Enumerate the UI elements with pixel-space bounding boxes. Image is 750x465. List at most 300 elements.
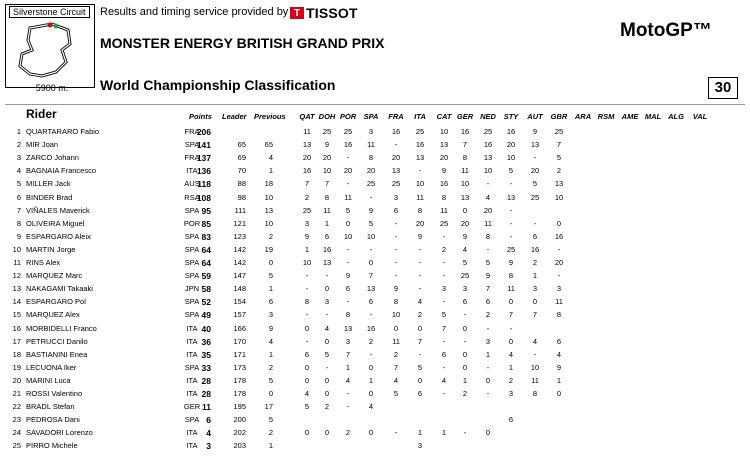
race-result-por: 8 [345,310,351,320]
race-result-doh: 3 [324,297,330,307]
race-result-ger: 10 [460,179,470,189]
table-row [0,297,750,308]
race-result-ger: 6 [462,297,468,307]
race-result-gbr: 5 [556,153,562,163]
race-result-ger: 4 [462,244,468,254]
race-result-por: - [346,389,350,398]
race-result-fra: 3 [393,192,399,202]
race-result-sty: 5 [508,166,514,176]
race-result-fra: - [394,140,398,150]
race-result-doh: 9 [324,140,330,150]
race-result-ita: 11 [416,192,424,202]
race-result-sty: 1 [508,362,514,372]
race-result-spa: - [369,349,373,359]
race-result-ned: 2 [485,310,491,320]
race-result-gbr: 11 [555,297,563,307]
rider-points: 28 [201,375,211,386]
column-header-race-aut: AUT [527,112,543,121]
race-result-gbr: 1 [556,375,562,385]
rider-nation: ITA [186,428,198,438]
race-result-ita: 6 [417,389,423,398]
race-result-ger: 7 [462,140,468,150]
race-result-sty: 9 [508,258,514,267]
race-result-qat: 5 [304,402,310,412]
race-result-ita: - [418,284,422,294]
race-result-qat: 25 [302,205,312,215]
race-result-fra: 9 [393,284,399,294]
race-result-sty: 20 [506,140,516,150]
rider-points: 33 [201,362,211,373]
gap-to-previous: 65 [264,140,273,150]
race-result-gbr: 13 [554,179,564,189]
gap-to-previous: 4 [268,336,273,346]
race-result-spa: 9 [368,205,374,215]
gap-to-previous: 1 [268,349,273,359]
race-result-ned: 5 [485,258,491,267]
rider-points: 206 [196,127,211,137]
rider-points: 40 [201,323,211,334]
gap-to-previous: 17 [264,402,273,412]
race-result-spa: 10 [366,231,376,241]
column-header-race-sty: STY [503,112,519,121]
race-result-ita: - [418,166,422,176]
race-result-aut: 9 [532,127,538,136]
race-result-sty: - [509,323,513,333]
race-result-spa: 6 [368,297,374,307]
gap-to-leader: 154 [233,297,246,307]
rider-points: 83 [201,231,211,242]
race-result-sty: 4 [508,349,514,359]
race-result-doh: 11 [323,205,331,215]
table-row [0,166,750,177]
gap-to-leader: 178 [233,389,246,398]
rider-points: 3 [206,441,211,452]
table-row [0,245,750,256]
race-result-por: - [346,153,350,163]
race-result-ger: 8 [462,153,468,163]
race-result-sty: 0 [508,336,514,346]
column-header-race-doh: DOH [318,112,336,121]
race-result-ger: - [463,310,467,320]
race-result-gbr: 20 [554,258,564,267]
race-result-doh: 20 [322,153,332,163]
race-result-ger: 2 [462,389,468,398]
rider-position: 16 [12,323,21,333]
gap-to-previous: 5 [268,415,273,425]
race-result-fra: 7 [393,362,399,372]
race-result-ita: 7 [417,336,423,346]
rider-name: MARQUEZ Alex [26,310,80,320]
race-result-qat: 7 [304,179,310,189]
rider-nation: ITA [186,349,198,359]
race-result-doh: 25 [322,127,332,136]
race-result-doh: 0 [324,336,330,346]
rider-name: MARQUEZ Marc [26,271,83,281]
race-result-cat: 20 [439,153,449,163]
race-result-por: 3 [345,336,351,346]
rider-nation: ITA [186,336,198,346]
table-row [0,363,750,374]
column-header-race-gbr: GBR [550,112,568,121]
rider-points: 49 [201,310,211,321]
race-result-cat: 9 [441,166,447,176]
race-result-cat: 6 [441,349,447,359]
race-result-ned: 10 [483,166,493,176]
race-result-ned: - [486,323,490,333]
race-result-cat: - [442,389,446,398]
race-result-gbr: - [557,271,561,281]
rider-nation: JPN [184,284,200,294]
race-result-ita: 5 [417,362,423,372]
rider-name: PIRRO Michele [26,441,78,451]
rider-name: LECUONA Iker [26,362,77,372]
race-result-ita: 9 [417,231,423,241]
race-result-fra: 20 [391,153,401,163]
gap-to-previous: 2 [268,231,273,241]
gap-to-previous: 0 [268,258,273,267]
race-result-cat: 7 [441,323,447,333]
rider-points: 141 [196,140,211,151]
race-result-ger: 13 [460,192,470,202]
race-result-spa: 11 [367,140,375,150]
gap-to-previous: 18 [264,179,273,189]
column-header-rider: Rider [26,107,57,121]
round-number-badge: 30 [708,77,738,99]
race-result-aut: 1 [532,271,538,281]
gap-to-leader: 173 [233,362,246,372]
gap-to-previous: 10 [264,192,273,202]
race-result-qat: 2 [304,192,310,202]
race-result-doh: 0 [324,284,330,294]
motogp-logo: MotoGP™ [620,20,712,41]
race-result-spa: 20 [366,166,376,176]
race-result-fra: 25 [391,179,401,189]
table-row [0,415,750,426]
rider-position: 7 [16,205,21,215]
race-result-spa: 13 [366,284,376,294]
race-result-gbr: 16 [554,231,564,241]
race-result-qat: 4 [304,389,310,398]
race-result-por: 6 [345,284,351,294]
race-result-qat: 3 [304,218,310,228]
race-result-por: 16 [343,140,353,150]
table-row [0,376,750,387]
race-result-cat: 3 [441,284,447,294]
race-result-qat: 1 [304,244,310,254]
race-result-ger: 1 [462,375,468,385]
rider-points: 64 [201,244,211,255]
race-result-spa: 8 [368,153,374,163]
race-result-cat: 10 [439,127,449,136]
rider-position: 4 [16,166,21,176]
race-result-spa: 2 [368,336,374,346]
race-result-aut: 20 [530,166,540,176]
race-result-qat: 0 [304,323,310,333]
race-result-sty: 7 [508,310,514,320]
column-header-race-ger: GER [456,112,474,121]
provided-by-text: Results and timing service provided by [100,6,289,18]
race-result-ned: 0 [485,428,491,438]
rider-name: SAVADORI Lorenzo [26,428,93,438]
race-result-cat: 13 [439,140,449,150]
rider-nation: SPA [184,310,200,320]
race-result-aut: - [533,218,537,228]
gap-to-previous: 19 [264,244,273,254]
rider-nation: POR [183,218,201,228]
race-result-ned: 6 [485,297,491,307]
race-result-sty: 2 [508,375,514,385]
column-header-race-fra: FRA [388,112,404,121]
column-header-race-ara: ARA [574,112,592,121]
table-row [0,284,750,295]
table-row [0,219,750,230]
gap-to-leader: 195 [233,402,246,412]
rider-name: ROSSI Valentino [26,389,83,398]
race-result-ned: 3 [485,336,491,346]
race-result-por: 5 [345,205,351,215]
race-result-ned: 25 [483,127,493,136]
rider-points: 28 [201,389,211,399]
rider-points: 58 [201,284,211,295]
gap-to-leader: 148 [233,284,246,294]
race-result-aut: 16 [530,244,540,254]
race-result-sty: 11 [507,284,515,294]
race-result-qat: - [305,336,309,346]
rider-points: 137 [196,153,211,164]
gap-to-previous: 1 [268,166,273,176]
race-result-cat: 4 [441,375,447,385]
race-result-spa: 5 [368,218,374,228]
race-result-gbr: 6 [556,336,562,346]
race-result-aut: 4 [532,336,538,346]
race-result-sty: - [509,179,513,189]
race-result-qat: 11 [303,127,311,136]
rider-name: QUARTARARO Fabio [26,127,100,136]
race-result-doh: - [325,271,329,281]
race-result-spa: 0 [368,428,374,438]
race-result-aut: 6 [532,231,538,241]
race-result-doh: 16 [322,244,332,254]
race-result-spa: 25 [366,179,376,189]
race-result-spa: 1 [368,375,374,385]
race-result-gbr: - [557,244,561,254]
race-result-fra: 5 [393,389,399,398]
table-row [0,350,750,361]
rider-name: PETRUCCI Danilo [26,336,88,346]
race-result-ned: 11 [484,218,492,228]
race-result-doh: 6 [324,231,330,241]
rider-nation: FRA [184,153,200,163]
gap-to-previous: 10 [264,218,273,228]
gap-to-previous: 9 [268,323,273,333]
rider-points: 95 [201,205,211,216]
race-result-aut: 10 [530,362,540,372]
header-divider [5,104,745,105]
race-result-qat: - [305,310,309,320]
race-result-fra: 2 [393,349,399,359]
race-result-gbr: 10 [554,192,564,202]
race-result-spa: 3 [368,127,374,136]
gap-to-previous: 5 [268,271,273,281]
race-result-gbr: 0 [556,218,562,228]
race-result-fra: - [394,218,398,228]
table-row [0,193,750,204]
race-result-spa: 16 [366,323,376,333]
race-result-aut: 25 [530,192,540,202]
race-result-qat: 8 [304,297,310,307]
table-row [0,140,750,151]
race-result-qat: 16 [302,166,312,176]
race-result-sty: - [509,218,513,228]
race-result-por: 20 [343,166,353,176]
race-result-spa: 4 [368,402,374,412]
race-result-ita: 4 [417,297,423,307]
rider-name: MORBIDELLI Franco [26,323,97,333]
column-header-race-por: POR [339,112,357,121]
race-result-por: 7 [345,349,351,359]
circuit-name: Silverstone Circuit [9,6,90,18]
race-result-doh: 0 [324,389,330,398]
rider-position: 24 [12,428,21,438]
gap-to-previous: 1 [268,284,273,294]
race-result-ned: - [486,389,490,398]
race-result-fra: 0 [393,323,399,333]
race-result-doh: - [325,362,329,372]
race-result-doh: 7 [324,179,330,189]
race-result-aut: 8 [532,389,538,398]
gap-to-previous: 2 [268,362,273,372]
race-result-por: 4 [345,375,351,385]
race-result-spa: 0 [368,362,374,372]
gap-to-previous: 13 [264,205,273,215]
race-result-ger: 20 [460,218,470,228]
gap-to-leader: 157 [233,310,246,320]
event-title: MONSTER ENERGY BRITISH GRAND PRIX [100,35,385,51]
race-result-qat: 13 [302,140,312,150]
table-row [0,179,750,190]
race-result-aut: 0 [532,297,538,307]
race-result-doh: 13 [322,258,332,267]
rider-name: OLIVEIRA Miguel [26,218,85,228]
rider-nation: FRA [184,127,200,136]
column-header-previous: Previous [254,112,286,121]
race-result-ned: - [486,362,490,372]
race-result-sty: - [509,205,513,215]
race-result-ned: 8 [485,231,491,241]
race-result-cat: 8 [441,192,447,202]
race-result-ita: 16 [415,140,425,150]
race-result-fra: 11 [392,336,400,346]
race-result-fra: - [394,271,398,281]
race-result-cat: - [442,231,446,241]
rider-nation: SPA [184,140,200,150]
race-result-qat: 6 [304,349,310,359]
rider-name: MARTIN Jorge [26,244,76,254]
race-result-gbr: 3 [556,284,562,294]
race-result-cat: 16 [439,179,449,189]
column-header-race-ame: AME [621,112,639,121]
gap-to-leader: 147 [233,271,246,281]
table-row [0,402,750,413]
column-header-race-ned: NED [480,112,496,121]
table-row [0,127,750,138]
rider-nation: SPA [184,205,200,215]
race-result-ger: 3 [462,284,468,294]
race-result-doh: 0 [324,428,330,438]
table-row [0,232,750,243]
tissot-mark-icon: T [290,7,304,19]
race-result-fra: 10 [391,310,401,320]
rider-position: 20 [12,375,21,385]
race-result-fra: 16 [391,127,401,136]
rider-nation: RSA [184,192,200,202]
race-result-fra: - [394,258,398,267]
rider-position: 14 [12,297,21,307]
race-result-ned: 20 [483,205,493,215]
race-result-qat: 0 [304,362,310,372]
table-row [0,206,750,217]
rider-position: 15 [12,310,21,320]
column-header-race-val: VAL [692,112,708,121]
race-result-por: 0 [345,218,351,228]
gap-to-previous: 6 [268,297,273,307]
race-result-qat: 9 [304,231,310,241]
race-result-ita: 3 [417,441,423,451]
race-result-qat: 20 [302,153,312,163]
race-result-por: - [346,402,350,412]
race-result-ita: 13 [415,153,425,163]
race-result-qat: 0 [304,375,310,385]
column-header-leader: Leader [222,112,247,121]
race-result-ger: 11 [461,166,469,176]
race-result-sty: 10 [506,153,516,163]
race-result-ned: - [486,179,490,189]
race-result-aut: - [533,349,537,359]
race-result-doh: - [325,310,329,320]
table-row [0,258,750,269]
gap-to-leader: 142 [233,244,246,254]
rider-points: 64 [201,258,211,268]
rider-position: 9 [16,231,21,241]
rider-name: BAGNAIA Francesco [26,166,97,176]
race-result-doh: 2 [324,402,330,412]
column-header-points: Points [189,112,212,121]
race-result-qat: 10 [302,258,312,267]
race-result-por: - [346,297,350,307]
gap-to-leader: 171 [233,349,246,359]
race-result-fra: 8 [393,297,399,307]
rider-nation: ITA [186,389,198,398]
race-result-cat: - [442,336,446,346]
race-result-gbr: 0 [556,389,562,398]
gap-to-leader: 200 [233,415,246,425]
race-result-ger: 0 [462,349,468,359]
race-result-por: 10 [343,231,353,241]
table-row [0,310,750,321]
race-result-qat: - [305,271,309,281]
rider-nation: SPA [184,362,200,372]
column-header-race-mal: MAL [644,112,662,121]
race-result-ita: - [418,349,422,359]
rider-nation: SPA [184,271,200,281]
race-result-fra: 13 [391,166,401,176]
race-result-cat: 2 [441,244,447,254]
rider-points: 35 [201,349,211,360]
rider-name: MARINI Luca [26,375,71,385]
race-result-gbr: 25 [554,127,564,136]
table-row [0,389,750,400]
rider-position: 11 [13,258,21,267]
